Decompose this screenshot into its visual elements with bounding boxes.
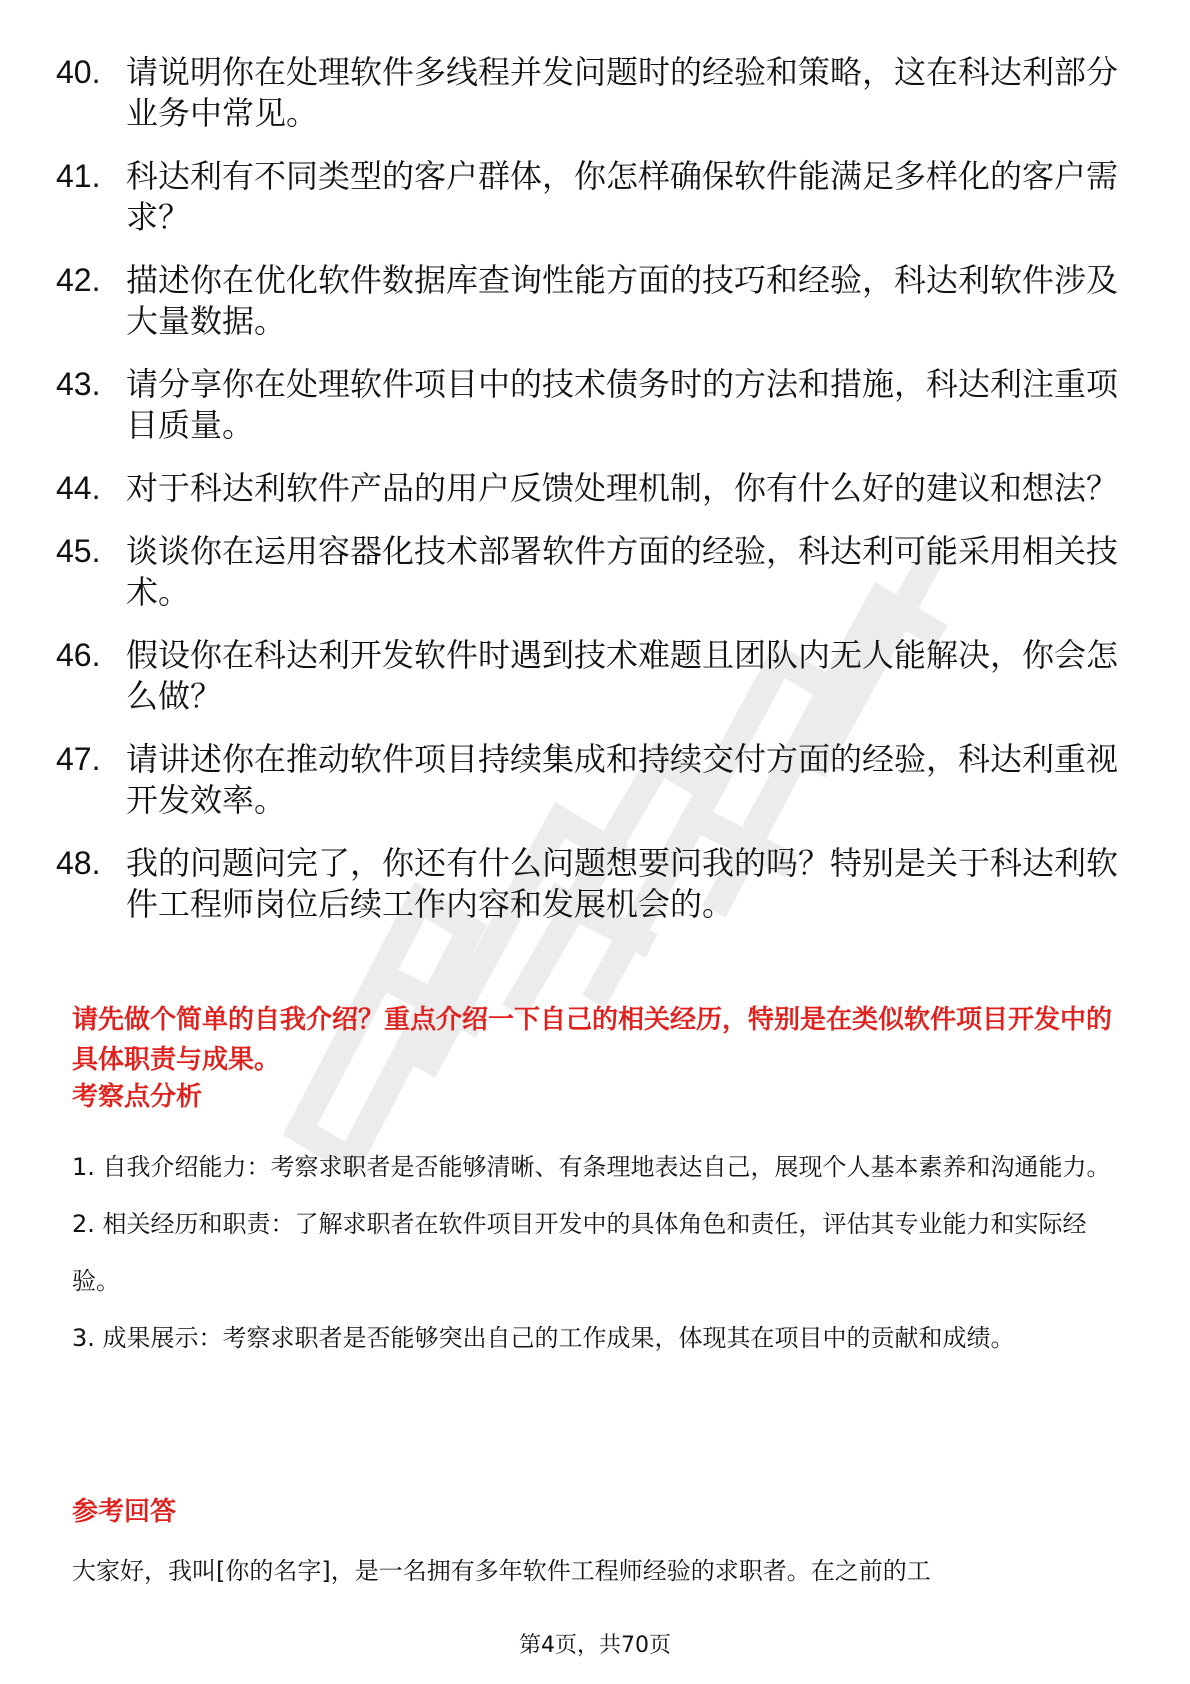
question-text: 请分享你在处理软件项目中的技术债务时的方法和措施，科达利注重项目质量。 xyxy=(126,365,1119,444)
question-number: 43. xyxy=(56,366,101,402)
question-number: 44. xyxy=(56,470,101,506)
analysis-item: 3. 成果展示：考察求职者是否能够突出自己的工作成果，体现其在项目中的贡献和成绩。 xyxy=(72,1324,1015,1352)
question-text: 请说明你在处理软件多线程并发问题时的经验和策略，这在科达利部分业务中常见。 xyxy=(126,53,1119,132)
answer-text: 大家好，我叫[你的名字]，是一名拥有多年软件工程师经验的求职者。在之前的工 xyxy=(72,1557,931,1585)
question-number: 46. xyxy=(56,637,101,673)
analysis-list xyxy=(72,1139,1132,1367)
list-item xyxy=(56,156,1136,238)
answer-heading: 参考回答 xyxy=(72,1497,177,1527)
question-number: 42. xyxy=(56,262,101,298)
question-number: 41. xyxy=(56,158,101,194)
list-item xyxy=(56,260,1136,342)
question-text: 请讲述你在推动软件项目持续集成和持续交付方面的经验，科达利重视开发效率。 xyxy=(126,740,1119,819)
analysis-item: 2. 相关经历和职责：了解求职者在软件项目开发中的具体角色和责任，评估其专业能力和实际经验。 xyxy=(72,1210,1087,1295)
question-number: 47. xyxy=(56,741,101,777)
question-text: 谈谈你在运用容器化技术部署软件方面的经验，科达利可能采用相关技术。 xyxy=(126,532,1119,611)
featured-question: 请先做个简单的自我介绍？重点介绍一下自己的相关经历，特别是在类似软件项目开发中的具体职责与成果。 xyxy=(72,1005,1113,1075)
analysis-heading: 考察点分析 xyxy=(72,1082,203,1112)
list-item xyxy=(56,843,1136,925)
list-item xyxy=(56,52,1136,134)
list-item xyxy=(56,635,1136,717)
question-number: 45. xyxy=(56,533,101,569)
question-text: 描述你在优化软件数据库查询性能方面的技巧和经验，科达利软件涉及大量数据。 xyxy=(126,261,1119,340)
question-text: 假设你在科达利开发软件时遇到技术难题且团队内无人能解决，你会怎么做？ xyxy=(126,636,1119,715)
question-text: 我的问题问完了，你还有什么问题想要问我的吗？特别是关于科达利软件工程师岗位后续工作内容和发展机会的。 xyxy=(126,844,1119,923)
question-number: 40. xyxy=(56,54,101,90)
list-item xyxy=(56,364,1136,446)
list-item xyxy=(56,739,1136,821)
list-item xyxy=(56,531,1136,613)
question-number: 48. xyxy=(56,845,101,881)
question-text: 科达利有不同类型的客户群体，你怎样确保软件能满足多样化的客户需求？ xyxy=(126,157,1119,236)
list-item xyxy=(56,468,1136,509)
question-list xyxy=(56,52,1136,947)
page-footer: 第4页，共70页 xyxy=(519,1633,671,1658)
analysis-item: 1. 自我介绍能力：考察求职者是否能够清晰、有条理地表达自己，展现个人基本素养和沟通能力。 xyxy=(72,1153,1111,1181)
question-text: 对于科达利软件产品的用户反馈处理机制，你有什么好的建议和想法？ xyxy=(126,469,1119,507)
